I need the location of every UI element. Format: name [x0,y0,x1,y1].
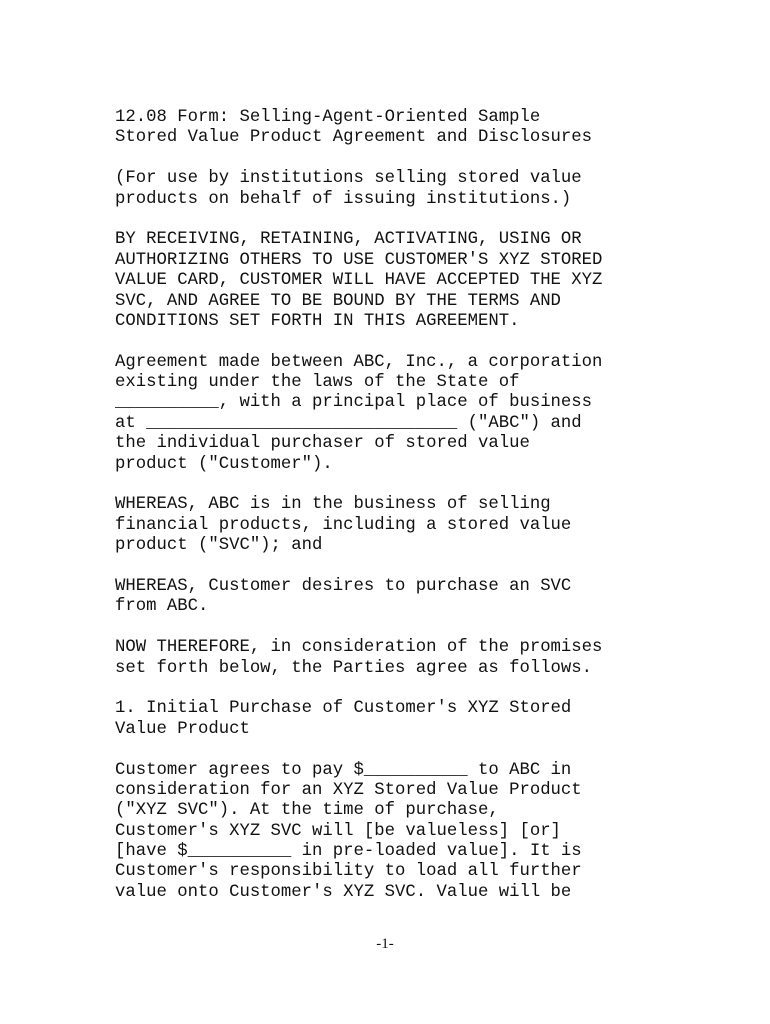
text-line: set forth below, the Parties agree as follows. [115,658,593,678]
text-line: NOW THEREFORE, in consideration of the promises [115,638,603,658]
text-line: 12.08 Form: Selling-Agent-Oriented Sample [115,108,541,127]
section-1-heading [115,699,675,740]
text-line: Stored Value Product Agreement and Disclosures [115,128,593,148]
text-line: (For use by institutions selling stored value [115,169,582,189]
text-line: WHEREAS, Customer desires to purchase an SVC [115,576,572,596]
text-line: 1. Initial Purchase of Customer's XYZ Stored [115,699,572,719]
text-line: at ______________________________ ("ABC") and [115,413,582,433]
text-line: __________, with a principal place of business [115,393,593,413]
section-1-body [115,761,675,904]
whereas-abc [115,495,675,556]
text-line: consideration for an XYZ Stored Value Product [115,780,582,800]
whereas-customer [115,577,675,618]
text-line: value onto Customer's XYZ SVC. Value will be [115,882,572,902]
text-line: CONDITIONS SET FORTH IN THIS AGREEMENT. [115,311,520,331]
text-line: Value Product [115,719,250,739]
acceptance-clause [115,230,675,332]
text-line: product ("Customer"). [115,454,333,474]
page-number: -1- [376,936,394,952]
document-body [115,108,675,924]
usage-note [115,169,675,210]
text-line: the individual purchaser of stored value [115,434,530,454]
text-line: product ("SVC"); and [115,536,323,556]
text-line: Customer's XYZ SVC will [be valueless] [or] [115,821,561,841]
text-line: existing under the laws of the State of [115,373,520,393]
text-line: WHEREAS, ABC is in the business of selling [115,495,551,515]
text-line: SVC, AND AGREE TO BE BOUND BY THE TERMS AND [115,291,561,311]
text-line: AUTHORIZING OTHERS TO USE CUSTOMER'S XYZ STORED [115,250,603,270]
document-title [115,108,675,149]
text-line: VALUE CARD, CUSTOMER WILL HAVE ACCEPTED THE XYZ [115,271,603,291]
now-therefore [115,638,675,679]
text-line: BY RECEIVING, RETAINING, ACTIVATING, USING OR [115,230,582,250]
parties-paragraph [115,353,675,475]
text-line: from ABC. [115,597,209,617]
text-line: [have $__________ in pre-loaded value]. It is [115,842,582,862]
text-line: Agreement made between ABC, Inc., a corporation [115,352,603,372]
text-line: Customer's responsibility to load all further [115,862,582,882]
text-line: financial products, including a stored value [115,515,572,535]
text-line: Customer agrees to pay $__________ to ABC in [115,760,572,780]
text-line: ("XYZ SVC"). At the time of purchase, [115,801,499,821]
text-line: products on behalf of issuing institutions.) [115,189,572,209]
